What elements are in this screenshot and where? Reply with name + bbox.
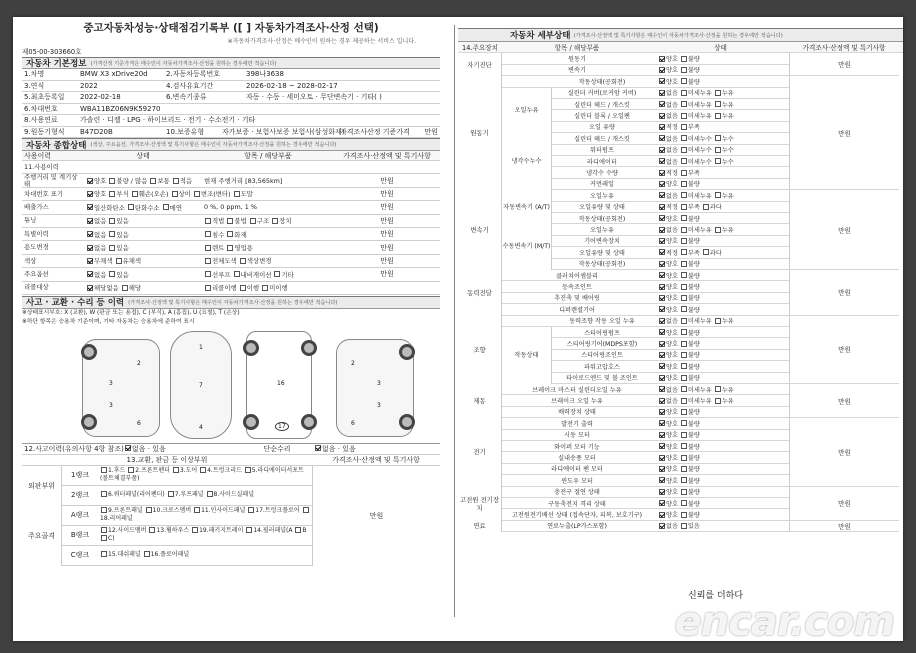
detail-subcategory: 냉각수누수: [502, 133, 552, 190]
detail-state: 양호 불량: [652, 510, 789, 519]
detail-part: 커먼레일: [590, 181, 614, 189]
detail-category: 변속기: [458, 190, 502, 270]
summary-item: 선루프 내비게이션 기타: [202, 270, 334, 279]
summary-row: [22, 268, 440, 281]
summary-price: 만원: [380, 216, 394, 225]
basic-info-row: [22, 104, 440, 116]
accident-price: 만원: [312, 466, 440, 566]
summary-state: 무채색 유채색: [84, 256, 202, 265]
summary-table: [22, 161, 440, 295]
basic-value: 2026-02-18 ~ 2028-02-17: [246, 81, 338, 90]
detail-part: 오일유량 및 상태: [579, 204, 625, 212]
detail-category: 고전원 전기장치: [458, 487, 502, 521]
detail-subcategory: 오일누유: [502, 88, 552, 134]
detail-state: 없음 미세누유 누유: [652, 396, 789, 405]
detail-price: 만원: [789, 487, 899, 520]
detail-state: 양호 불량: [652, 236, 789, 245]
basic-label: 4.검사유효기간: [166, 81, 214, 90]
wheel-icon: [243, 414, 259, 430]
detail-state: 없음 미세누유 누유: [652, 191, 789, 200]
rank-parts: 6.쿼터패널(리어펜더) 7.루프패널 8.사이드실패널: [98, 491, 312, 499]
detail-part: 윈도우 모터: [561, 477, 593, 485]
rank-row: [62, 506, 312, 526]
detail-part: 기어변속장치: [584, 238, 620, 246]
rank-parts: 1.후드 2.프론트펜더 3.도어 4.트렁크리드 5.라디에이터서포트(볼트체결부품): [100, 467, 304, 483]
detail-subcategory: 작동상태: [502, 327, 552, 384]
detail-part: 원동기: [568, 56, 586, 64]
summary-state: 일산화탄소 탄화수소 매연: [84, 203, 202, 212]
detail-state: 양호 불량: [652, 214, 789, 223]
summary-price: 만원: [380, 256, 394, 265]
detail-price: 만원: [789, 316, 899, 383]
right-section: [458, 28, 903, 618]
detail-part: 파워고압호스: [584, 363, 620, 371]
summary-price: 만원: [380, 189, 394, 198]
summary-item: 현재 주행거리 [83,565km]: [204, 177, 283, 186]
trust-label: 신뢰를 더하다: [688, 588, 743, 601]
summary-item: 적법 불법 구조 장치: [202, 216, 334, 225]
detail-state: 적정 부족 과다: [652, 202, 789, 211]
detail-state: 양호 불량: [652, 476, 789, 485]
basic-info-row: 9.원동기형식 B47D20B 10.보증유형 자가보증 · 보험사보증 보험사(삼성화재) 가격조사산정 기준가격 만원: [22, 127, 440, 139]
detail-part: 클러치어셈블리: [556, 272, 598, 280]
summary-header: 자동차 종합상태 (색상, 주요옵션, 가격조사·산정액 및 특기사항은 매수인이 자동차가격조사·산정을 원하는 경우에만 적습니다): [22, 138, 440, 151]
detail-state: 양호 불량: [652, 499, 789, 508]
detail-part: 냉각수 수량: [586, 170, 618, 178]
rank-parts: 9.프론트패널 10.크로스멤버 11.인사이드패널 17.트렁크플로어 18.리어패널: [98, 507, 312, 523]
document-number: 제05-00-303660호: [22, 48, 82, 56]
detail-part: 스티어링조인트: [581, 352, 623, 360]
rank-row: [62, 466, 312, 486]
detail-part: 실린더 헤드 / 개스킷: [574, 101, 630, 109]
detail-state: 양호 불량: [652, 339, 789, 348]
summary-columns: 사용이력 상태 항목 / 해당부품 가격조사·산정액 및 특기사항: [22, 151, 440, 161]
summary-row: [22, 241, 440, 254]
basic-info-row: [22, 115, 440, 127]
detail-state: 양호 불량: [652, 305, 789, 314]
summary-key: 차대번호 표기: [24, 189, 64, 198]
basic-label: 2.자동차등록번호: [166, 70, 221, 79]
wheel-icon: [399, 344, 415, 360]
summary-row: [22, 215, 440, 228]
left-section: [22, 20, 440, 620]
rank-label: C랭크: [70, 551, 90, 560]
document-title: 중고자동차성능·상태점검기록부 ([ ] 자동차가격조사·산정 선택): [83, 22, 379, 34]
basic-value: 2022-02-18: [80, 93, 121, 102]
summary-state: 없음 있음: [84, 270, 202, 279]
rank-label: 2랭크: [71, 491, 89, 500]
detail-part: 추진축 및 베어링: [554, 295, 600, 303]
detail-category: 제동: [458, 384, 502, 418]
outer-panel-label: 외판부위: [22, 466, 62, 506]
summary-key: 주행거리 및 계기상태: [24, 173, 78, 188]
detail-state: 양호 불량: [652, 77, 789, 86]
detail-part: 라디에이터: [587, 158, 617, 166]
detail-state: 적정 부족: [652, 122, 789, 131]
summary-state: 양호 부식 훼손(오손) 상이 변조(변타) 도말: [84, 189, 202, 198]
detail-state: 양호 불량: [652, 487, 789, 496]
detail-part: 배력장치 상태: [558, 409, 596, 417]
detail-category: 조향: [458, 316, 502, 384]
summary-key: 특별이력: [24, 229, 49, 238]
basic-info-table: [22, 69, 440, 138]
summary-row: [22, 201, 440, 214]
summary-item: 렌트 영업용: [202, 243, 334, 252]
basic-label: 9.원동기형식: [24, 127, 65, 136]
car-left-side-diagram: 3 3 2 6: [82, 339, 160, 437]
detail-part: 워터펌프: [590, 147, 614, 155]
summary-price: 만원: [380, 230, 394, 239]
detail-table: [458, 53, 903, 532]
detail-state: 양호 불량: [652, 350, 789, 359]
rank-label: 1랭크: [71, 471, 89, 480]
summary-state: 없음 있음: [84, 243, 202, 252]
detail-part: 라디에이터 팬 모터: [551, 466, 603, 474]
car-frame-diagram: 16 17: [246, 331, 312, 439]
detail-price: 만원: [789, 76, 899, 189]
summary-item: 침수 화재: [202, 230, 334, 239]
detail-state: 없음 미세누유 누유: [652, 316, 789, 325]
basic-label: 6.변속기종류: [166, 93, 207, 102]
summary-key: 주요옵션: [24, 270, 49, 279]
basic-info-row: [22, 81, 440, 93]
basic-value: 가솔린 · 디젤 · LPG · 하이브리드 · 전기 · 수소전기 · 기타: [80, 116, 256, 125]
detail-price: 만원: [789, 418, 899, 485]
summary-key: 용도변경: [24, 243, 49, 252]
detail-part: 변속기: [568, 67, 586, 75]
summary-price: 만원: [380, 203, 394, 212]
detail-part: 브레이크 오일 누유: [551, 398, 603, 406]
wheel-icon: [243, 340, 259, 356]
detail-state: 양호 불량: [652, 453, 789, 462]
detail-category: 전기: [458, 418, 502, 486]
summary-key: 튜닝: [24, 216, 37, 225]
detail-state: 없음 미세누유 누유: [652, 225, 789, 234]
detail-state: 양호 불량: [652, 407, 789, 416]
detail-state: 양호 불량: [652, 259, 789, 268]
detail-state: 양호 불량: [652, 328, 789, 337]
detail-state: 없음 있음: [652, 521, 789, 530]
detail-state: 없음 미세누유 누유: [652, 100, 789, 109]
detail-state: 양호 불량: [652, 54, 789, 63]
detail-part: 스티어링펌프: [584, 329, 620, 337]
summary-price: 만원: [380, 243, 394, 252]
detail-part: 구동축전지 격리 상태: [548, 500, 606, 508]
summary-item: 0 %, 0 ppm, 1 %: [204, 203, 257, 212]
basic-label: 1.차명: [24, 70, 45, 79]
detail-part: 와이퍼 모터 기능: [554, 443, 600, 451]
detail-state: 없음 미세누수 누수: [652, 145, 789, 154]
detail-part: 작동상태(공회전): [578, 78, 626, 86]
detail-part: 발전기 출력: [561, 420, 593, 428]
detail-state: 양호 불량: [652, 293, 789, 302]
basic-label: 6.차대번호: [24, 104, 58, 113]
detail-state: 양호 불량: [652, 464, 789, 473]
column-divider: [454, 25, 455, 617]
detail-state: 양호 불량: [652, 362, 789, 371]
detail-price: 만원: [789, 53, 899, 75]
summary-row: [22, 174, 440, 187]
detail-part: 등속조인트: [562, 284, 592, 292]
basic-label: 3.연식: [24, 81, 45, 90]
basic-label: 8.사용연료: [24, 116, 58, 125]
wheel-icon: [81, 414, 97, 430]
detail-state: 없음 미세누수 누수: [652, 157, 789, 166]
detail-state: 양호 불량: [652, 419, 789, 428]
basic-value: 자가보증 · 보험사보증 보험사(삼성화재): [222, 127, 345, 136]
detail-state: 양호 불량: [652, 282, 789, 291]
detail-price: 만원: [789, 190, 899, 269]
detail-category: 원동기: [458, 76, 502, 190]
main-frame-label: 주요골격: [22, 506, 62, 566]
summary-key: 리콜대상: [24, 283, 49, 292]
detail-part: 충전구 절연 상태: [554, 489, 600, 497]
detail-price: 만원: [789, 521, 899, 531]
detail-state: 양호 불량: [652, 373, 789, 382]
detail-state: 없음 미세누유 누유: [652, 88, 789, 97]
detail-part: 디퍼렌셜기어: [559, 306, 595, 314]
detail-part: 작동상태(공회전): [578, 215, 626, 223]
detail-part: 스티어링기어(MDPS포함): [566, 341, 638, 349]
wheel-icon: [301, 414, 317, 430]
accident-legend: ※상태표시부호: X (교환), W (판금 또는 용접), C (부식), A (흠집), U (요철), T (손상): [22, 309, 240, 316]
detail-state: 없음 미세누수 누수: [652, 134, 789, 143]
detail-part: 오일 유량: [589, 124, 615, 132]
rank-row: [62, 546, 312, 566]
basic-info-row: [22, 69, 440, 81]
detail-part: 오일누유: [590, 192, 614, 200]
summary-price: 만원: [380, 270, 394, 279]
detail-state: 양호 불량: [652, 271, 789, 280]
car-right-side-diagram: 3 3 2 6: [336, 339, 414, 437]
detail-part: 오일유량 및 상태: [579, 249, 625, 257]
detail-state: 없음 미세누유 누유: [652, 111, 789, 120]
detail-part: 작동상태(공회전): [578, 261, 626, 269]
accident-legend-note: ※하단 항목은 승용차 기준이며, 기타 자동차는 승용차에 준하여 표시: [22, 318, 195, 325]
basic-value: WBA11BZ06N9K59270: [80, 104, 161, 113]
car-diagram-area: [22, 327, 440, 443]
summary-price: 만원: [380, 176, 394, 185]
rank-parts: 12.사이드멤버 13.휠하우스 19.패키지트레이 14.필러패널(A B C): [98, 527, 312, 543]
detail-header: 자동차 세부상태 (가격조사·산정액 및 특기사항은 매수인이 자동차가격조사·산정을 원하는 경우에만 적습니다): [458, 28, 903, 42]
summary-state: 양호 불량 / 많음 보통 적음: [84, 176, 202, 185]
detail-category: 자기진단: [458, 53, 502, 76]
detail-part: 타이로드엔드 및 볼 조인트: [566, 375, 638, 383]
detail-part: 실린더 헤드 / 개스킷: [574, 135, 630, 143]
basic-value: BMW X3 xDrive20d: [80, 70, 148, 79]
basic-info-header: 자동차 기본정보 (가격산정 기준가격은 매수인이 자동차가격조사·산정을 원하는 경우에만 적습니다): [22, 57, 440, 69]
detail-part: 실린더 블록 / 오일팬: [574, 113, 630, 121]
summary-row: [22, 282, 440, 295]
detail-state: 없음 미세누유 누유: [652, 385, 789, 394]
detail-subcategory: 수동변속기 (M/T): [502, 224, 552, 270]
rank-row: [62, 486, 312, 506]
wheel-icon: [81, 344, 97, 360]
detail-state: 양호 불량: [652, 65, 789, 74]
detail-state: 적정 부족: [652, 168, 789, 177]
summary-item: 전체도색 색상변경: [202, 256, 334, 265]
basic-label: 5.최초등록일: [24, 93, 65, 102]
detail-price: 만원: [789, 384, 899, 417]
detail-part: 연료누출(LP가스포함): [547, 523, 607, 531]
summary-item: 리콜이행 이행 미이행: [202, 283, 334, 292]
detail-category: 연료: [458, 521, 502, 532]
detail-part: 오일누유: [590, 227, 614, 235]
abnormal-parts-header: 13.교환, 판금 등 이상부위 가격조사·산정액 및 특기사항: [22, 455, 440, 466]
summary-state: 해당없음 해당: [84, 283, 202, 292]
detail-columns: 14.주요장치 항목 / 해당부품 상태 가격조사·산정액 및 특기사항: [458, 42, 903, 53]
detail-state: 양호 불량: [652, 179, 789, 188]
basic-value: 398나3638: [246, 70, 284, 79]
detail-part: 실린더 커버(로커암 커버): [567, 90, 637, 98]
rank-label: A랭크: [70, 511, 90, 520]
detail-part: 고전원전기배선 상태 (접속단자, 피복, 보호기구): [511, 512, 643, 520]
rank-row: [62, 526, 312, 546]
rank-parts: 15.대쉬패널 16.플로어패널: [98, 551, 312, 559]
summary-key: 배출가스: [24, 203, 49, 212]
accident-history-row: 12.사고이력(유의사항 4항 참조) 없음 · 있음 단순수리 없음 · 있음: [22, 443, 440, 455]
basic-value: 2022: [80, 81, 98, 90]
car-top-view-diagram: 7 1 4: [170, 331, 232, 439]
accident-header: 사고 · 교환 · 수리 등 이력 (가격조사·산정액 및 특기사항은 매수인이 자동차가격조사·산정을 원하는 경우에만 적습니다): [22, 296, 440, 309]
summary-state: 없음 있음: [84, 216, 202, 225]
summary-key: 11.사용이력: [24, 162, 59, 171]
summary-row: [22, 161, 440, 174]
detail-part: 동력조향 작동 오일 누유: [569, 318, 635, 326]
detail-part: 시동 모터: [564, 432, 590, 440]
document-subtitle: ※자동차가격조사·산정은 매수인이 원하는 경우 제공하는 서비스 입니다.: [227, 38, 416, 45]
basic-value: 자동 · 수동 · 세미오토 · 무단변속기 · 기타( ): [246, 93, 382, 102]
summary-row: [22, 188, 440, 201]
wheel-icon: [399, 414, 415, 430]
detail-state: 양호 불량: [652, 430, 789, 439]
summary-row: [22, 255, 440, 268]
detail-part: 실내송풍 모터: [558, 455, 596, 463]
rank-table: [22, 466, 440, 566]
basic-value: B47D20B: [80, 127, 113, 136]
summary-state: 없음 있음: [84, 230, 202, 239]
detail-price: 만원: [789, 270, 899, 315]
detail-subcategory: 자동변속기 (A/T): [502, 190, 552, 224]
summary-row: [22, 228, 440, 241]
basic-info-row: [22, 92, 440, 104]
rank-label: B랭크: [70, 531, 90, 540]
encar-watermark: encar.com: [674, 599, 894, 645]
wheel-icon: [301, 340, 317, 356]
detail-state: 양호 불량: [652, 442, 789, 451]
detail-part: 브레이크 마스터 실린더오일 누유: [532, 386, 622, 394]
detail-category: 동력전달: [458, 270, 502, 316]
basic-label: 10.보증유형: [166, 127, 205, 136]
summary-key: 색상: [24, 256, 37, 265]
detail-state: 적정 부족 과다: [652, 248, 789, 257]
